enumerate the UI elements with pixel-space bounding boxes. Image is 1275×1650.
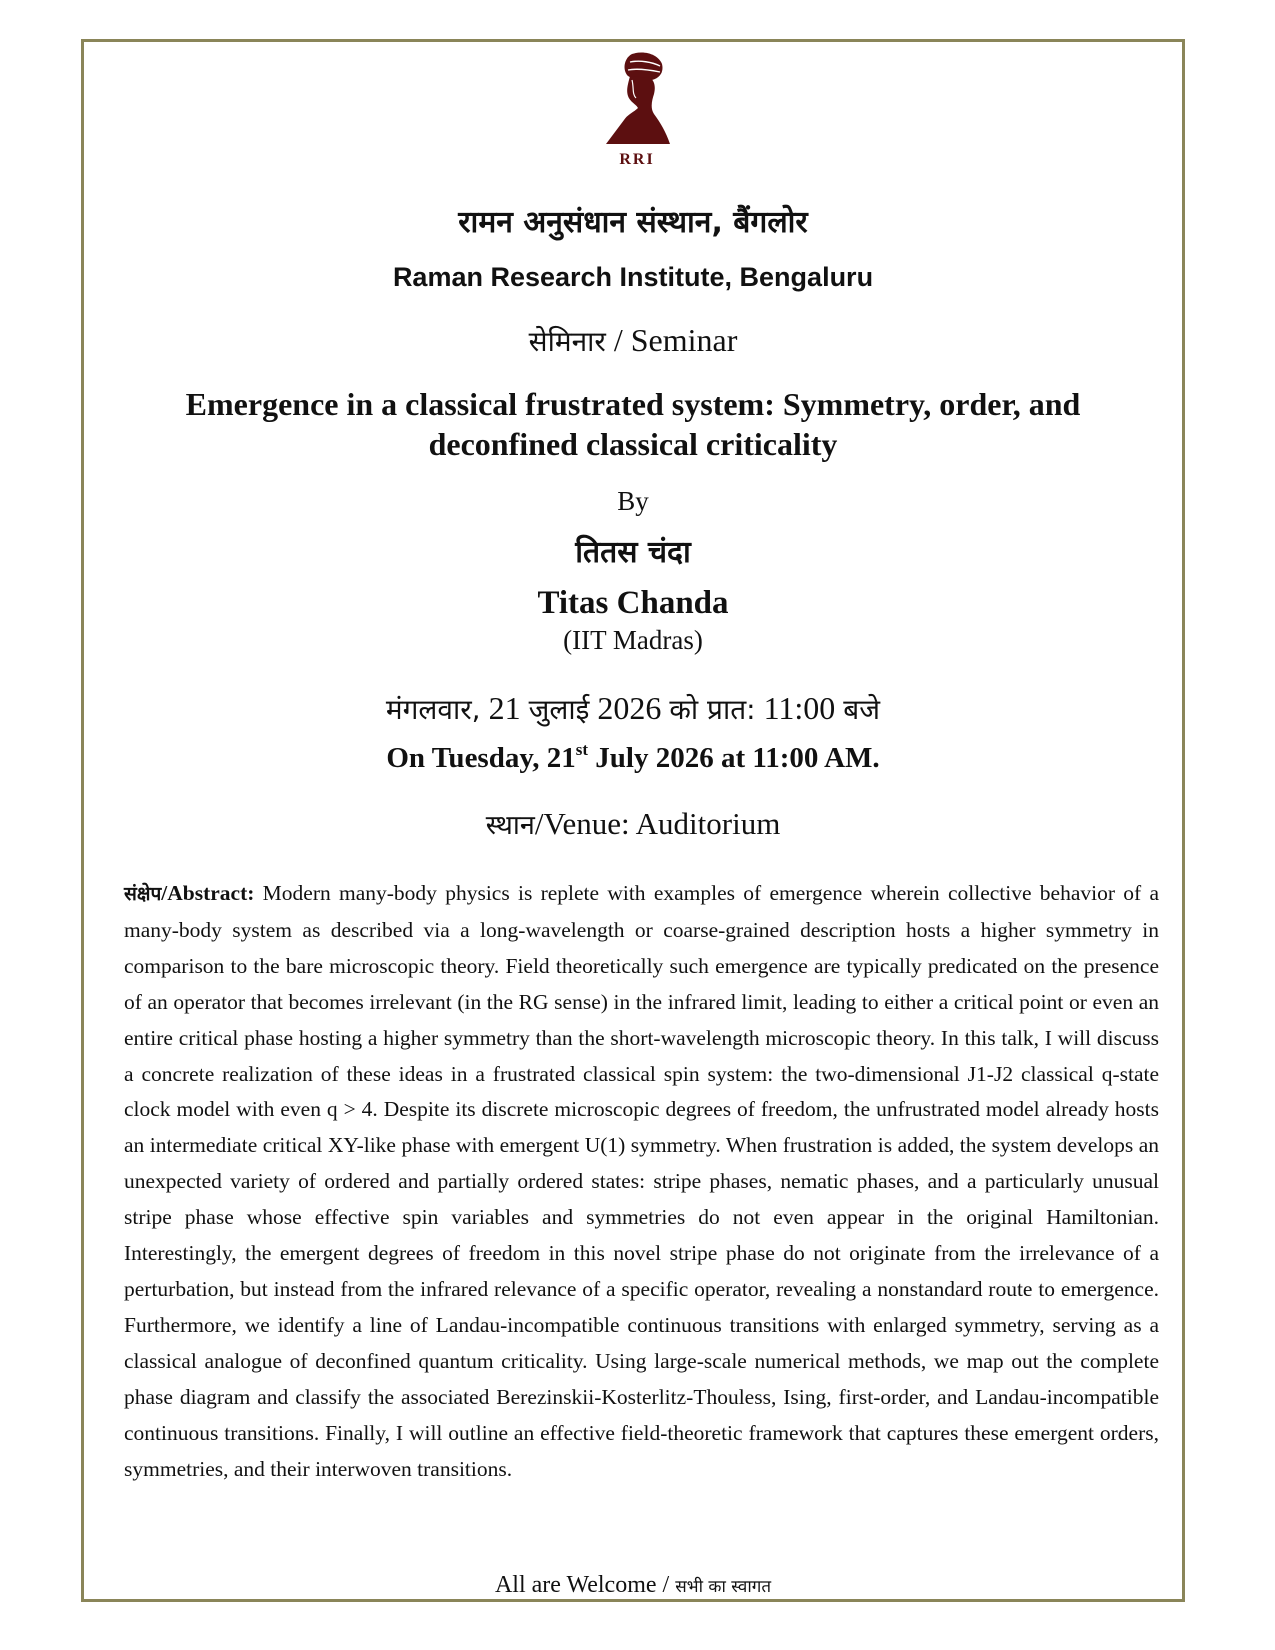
venue xyxy=(81,805,1185,842)
rri-logo-bust-icon xyxy=(592,50,682,168)
speaker-name-english: Titas Chanda xyxy=(537,585,729,621)
venue-label-hindi: स्थान xyxy=(485,810,535,841)
abstract-paragraph xyxy=(124,876,1159,1487)
abstract-text: Modern many-body physics is replete with examples of emergence wherein collective behavior of a many-body system as described via a long-wavelength or coarse-grained description hosts a higher symmetry in comparison to the bare microscopic theory. Field theoretically such emergence are typically predicated on the presence of an operator that becomes irrelevant (in the RG sense) in the infrared limit, leading to either a critical point or even an entire critical phase hosting a higher symmetry than the short-wavelength microscopic theory. In this talk, I will discuss a concrete realization of these ideas in a frustrated classical spin system: the two-dimensional J1-J2 classical q-state clock model with even q > 4. Despite its discrete microscopic degrees of freedom, the unfrustrated model already hosts an intermediate critical XY-like phase with emergent U(1) symmetry. When frustration is added, the system develops an unexpected variety of ordered and partially ordered states: stripe phases, nematic phases, and a particularly unusual stripe phase whose effective spin variables and symmetries do not even appear in the original Hamiltonian. Interestingly, the emergent degrees of freedom in this novel stripe phase do not originate from the irrelevance of a perturbation, but instead from the infrared relevance of a specific operator, revealing a nonstandard route to emergence. Furthermore, we identify a line of Landau-incompatible continuous transitions with enlarged symmetry, serving as a classical analogue of deconfined quantum criticality. Using large-scale numerical methods, we map out the complete phase diagram and classify the associated Berezinskii-Kosterlitz-Thouless, Ising, first-order, and Landau-incompatible continuous transitions. Finally, I will outline an effective field-theoretic framework that captures these emergent orders, symmetries, and their interwoven transitions. xyxy=(124,881,1159,1481)
by-label: By xyxy=(617,486,649,516)
date-english-ordinal: st xyxy=(575,740,589,759)
institute-name-english: Raman Research Institute, Bengaluru xyxy=(392,262,874,292)
date-hindi-month: जुलाई xyxy=(528,693,590,726)
abstract-label xyxy=(124,881,254,905)
date-hindi-ko-praat: को प्रात: xyxy=(669,693,756,726)
seminar-label-hindi: सेमिनार xyxy=(528,325,606,358)
welcome-hindi: सभी का स्वागत xyxy=(675,1577,772,1597)
date-hindi-day: मंगलवार, xyxy=(385,693,481,726)
talk-title: Emergence in a classical frustrated system: Symmetry, order, and deconfined classical criticality xyxy=(185,386,1081,462)
seminar-label-english: Seminar xyxy=(630,322,738,358)
seminar-separator: / xyxy=(605,322,631,358)
date-english-rest: July 2026 at 11:00 AM. xyxy=(588,742,880,774)
date-hindi xyxy=(81,690,1185,728)
date-english-prefix: On Tuesday, 21 xyxy=(386,742,576,774)
date-hindi-day-num: 21 xyxy=(480,690,529,726)
welcome-english: All are Welcome / xyxy=(494,1572,676,1598)
speaker-name-hindi: तितस चंदा xyxy=(575,535,691,570)
logo-head xyxy=(606,76,670,144)
date-hindi-time: 11:00 xyxy=(755,690,844,726)
logo-text: RRI xyxy=(619,151,655,168)
institute-name-hindi: रामन अनुसंधान संस्थान, बैंगलोर xyxy=(458,205,808,240)
seminar-heading xyxy=(81,322,1185,360)
speaker-affiliation: (IIT Madras) xyxy=(563,625,703,655)
venue-value: Auditorium xyxy=(635,806,781,841)
venue-label-english: /Venue: xyxy=(534,806,636,841)
welcome-footer xyxy=(81,1572,1185,1599)
abstract-label-english: /Abstract: xyxy=(161,881,255,905)
date-hindi-year: 2026 xyxy=(589,690,670,726)
abstract-label-hindi: संक्षेप xyxy=(124,883,162,905)
date-hindi-baje: बजे xyxy=(843,693,881,726)
date-english xyxy=(81,742,1185,775)
